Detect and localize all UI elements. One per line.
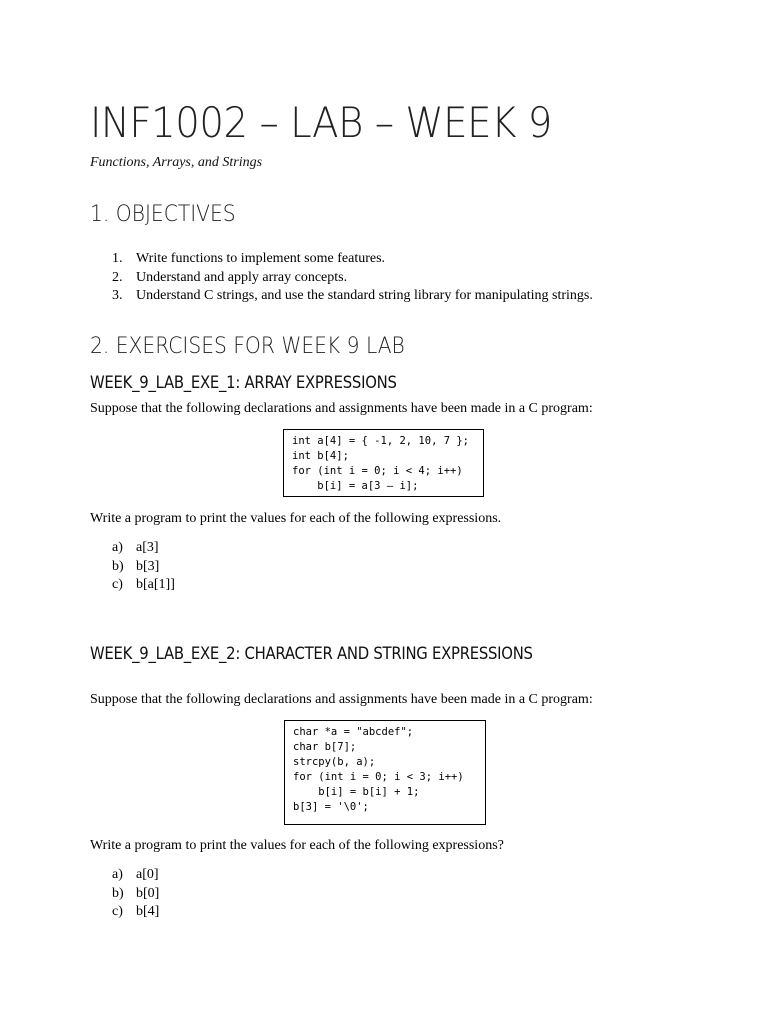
exercise-2-intro: Suppose that the following declarations and assignments have been made in a C program: xyxy=(90,692,593,707)
list-marker: a) xyxy=(112,540,123,555)
list-text: Understand and apply array concepts. xyxy=(136,269,348,285)
list-marker: b) xyxy=(112,885,124,901)
exercise-2-prompt: Write a program to print the values for each of the following expressions? xyxy=(90,838,504,853)
list-marker: a) xyxy=(112,867,123,882)
section-number: 2. xyxy=(90,334,110,359)
exercise-1-heading: WEEK_9_LAB_EXE_1: ARRAY EXPRESSIONS xyxy=(90,373,397,392)
list-item xyxy=(112,885,159,904)
exercise-2-items xyxy=(112,866,159,922)
list-text: Write functions to implement some features. xyxy=(136,251,386,266)
list-item xyxy=(112,250,593,269)
section-heading-objectives xyxy=(90,202,236,227)
list-item xyxy=(112,269,593,288)
list-marker: 3. xyxy=(112,288,123,303)
list-marker: b) xyxy=(112,558,124,574)
section-heading-exercises xyxy=(90,334,405,359)
exercise-1-items xyxy=(112,539,175,595)
list-text: b[4] xyxy=(136,904,160,919)
document-subtitle: Functions, Arrays, and Strings xyxy=(90,155,263,170)
list-item xyxy=(112,558,175,577)
exercise-1-prompt: Write a program to print the values for each of the following expressions. xyxy=(90,511,502,526)
list-marker: 1. xyxy=(112,251,123,266)
list-item xyxy=(112,287,593,306)
list-item xyxy=(112,576,175,595)
section-number: 1. xyxy=(90,202,110,227)
list-text: b[0] xyxy=(136,885,160,901)
objectives-list xyxy=(112,250,593,306)
list-text: Understand C strings, and use the standard string library for manipulating strings. xyxy=(136,288,593,303)
list-text: b[3] xyxy=(136,558,160,574)
document-title: INF1002 – LAB – WEEK 9 xyxy=(90,98,552,147)
exercise-2-heading: WEEK_9_LAB_EXE_2: CHARACTER AND STRING EXPRESSIONS xyxy=(90,644,533,663)
list-item xyxy=(112,903,159,922)
exercise-1-code-block: int a[4] = { -1, 2, 10, 7 }; int b[4]; for (int i = 0; i < 4; i++) b[i] = a[3 – i]; xyxy=(283,429,484,497)
list-marker: c) xyxy=(112,577,123,592)
list-marker: 2. xyxy=(112,269,123,285)
list-text: a[3] xyxy=(136,540,159,555)
list-marker: c) xyxy=(112,904,123,919)
section-title: EXERCISES FOR WEEK 9 LAB xyxy=(115,334,405,359)
list-text: a[0] xyxy=(136,867,159,882)
list-text: b[a[1]] xyxy=(136,577,175,592)
exercise-1-intro: Suppose that the following declarations and assignments have been made in a C program: xyxy=(90,401,593,416)
list-item xyxy=(112,539,175,558)
list-item xyxy=(112,866,159,885)
exercise-2-code-block: char *a = "abcdef"; char b[7]; strcpy(b, a); for (int i = 0; i < 3; i++) b[i] = b[i] + 1; b[3] = '\0'; xyxy=(284,720,486,825)
section-title: OBJECTIVES xyxy=(115,202,236,227)
